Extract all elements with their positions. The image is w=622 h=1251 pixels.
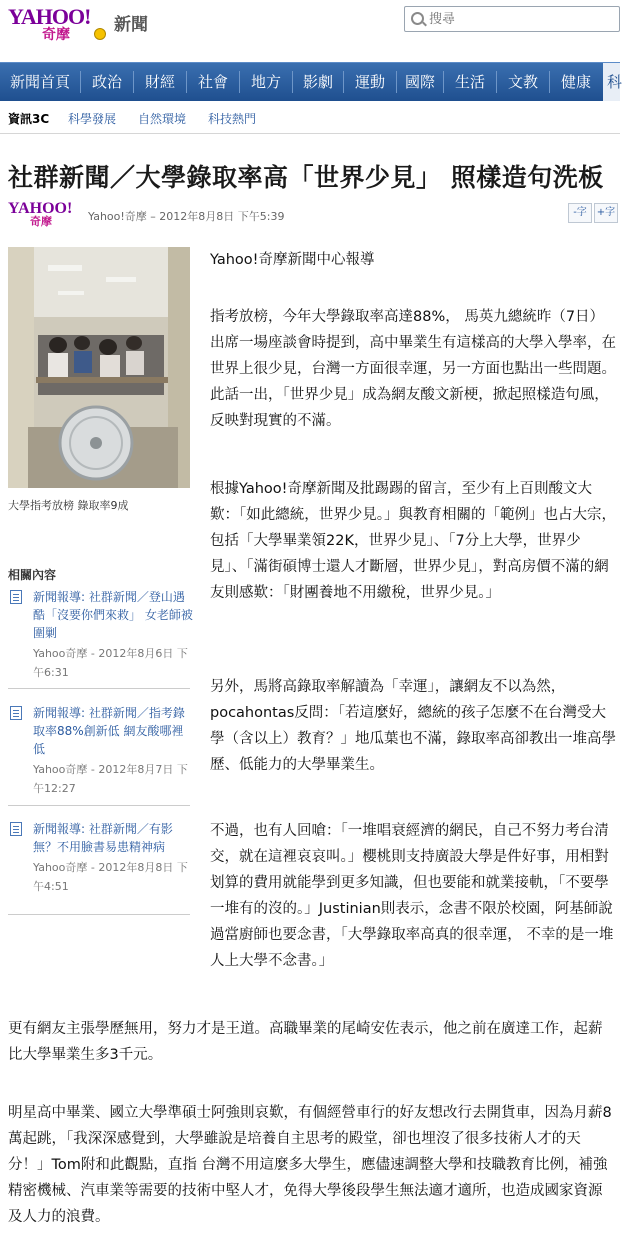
nav-item-education[interactable]: 文教 bbox=[507, 73, 538, 91]
nav-item-society[interactable]: 社會 bbox=[197, 73, 228, 91]
subnav-item-3c[interactable]: 資訊3C bbox=[8, 112, 50, 126]
related-meta: Yahoo奇摩 - 2012年8月6日 下午6:31 bbox=[33, 647, 188, 679]
article-title: 社群新聞／大學錄取率高「世界少見」 照樣造句洗板 bbox=[8, 163, 604, 192]
nav-item-international[interactable]: 國際 bbox=[404, 73, 435, 91]
article-paragraph: 不過，也有人回嗆：「一堆唱衰經濟的網民，自己不努力考台清交，就在這裡哀哀叫。」櫻桃則支持廣設大學是件好事，用相對划算的費用就能學到更多知識，但也要能和就業接軌，「不要學一堆有的沒的。」Justinian則表示，念書不限於校園，阿基師說過當廚師也要念書，「大學錄取率高真的很幸運， 不幸的是一堆人上大學不念書。」 bbox=[210, 823, 614, 969]
logo-sub-text: 奇摩 bbox=[42, 27, 70, 43]
subnav-item-nature[interactable]: 自然環境 bbox=[138, 112, 187, 126]
logo-text: YAHOO! bbox=[8, 4, 91, 29]
document-icon bbox=[10, 590, 22, 604]
related-heading: 相關內容 bbox=[8, 568, 57, 582]
article-paragraph: 指考放榜，今年大學錄取率高達88%， 馬英九總統昨（7日）出席一場座談會時提到，高中畢業生有這樣高的大學入學率，在世界上很少見，台灣一方面很幸運，另一方面也點出一些問題。此話一出，「世界少見」成為網友酸文新梗，掀起照樣造句風，反映對現實的不滿。 bbox=[210, 309, 616, 429]
font-larger-button[interactable]: +字 bbox=[594, 203, 618, 223]
photo-caption: 大學指考放榜 錄取率9成 bbox=[8, 499, 129, 512]
nav-item-home[interactable]: 新聞首頁 bbox=[9, 73, 70, 91]
document-icon bbox=[10, 706, 22, 720]
nav-item-local[interactable]: 地方 bbox=[250, 73, 281, 91]
section-name[interactable]: 新聞 bbox=[114, 15, 148, 35]
subnav-item-tech-hot[interactable]: 科技熱門 bbox=[208, 112, 257, 126]
related-link[interactable]: 新聞報導: 社群新聞／登山遇酷「沒要你們來救」 女老師被圍剿 bbox=[33, 590, 193, 640]
related-meta: Yahoo奇摩 - 2012年8月7日 下午12:27 bbox=[33, 763, 188, 795]
related-meta: Yahoo奇摩 - 2012年8月8日 下午4:51 bbox=[33, 861, 188, 893]
source-logo-text: YAHOO! bbox=[8, 200, 73, 217]
nav-item-health[interactable]: 健康 bbox=[560, 73, 591, 91]
logo-smiley-icon bbox=[94, 28, 106, 40]
divider bbox=[8, 688, 190, 689]
nav-item-life[interactable]: 生活 bbox=[454, 73, 485, 91]
sub-nav bbox=[0, 101, 620, 134]
search-box[interactable] bbox=[404, 6, 620, 32]
subnav-item-science[interactable]: 科學發展 bbox=[68, 112, 117, 126]
divider bbox=[8, 805, 190, 806]
nav-item-politics[interactable]: 政治 bbox=[91, 73, 122, 91]
article-paragraph: 根據Yahoo!奇摩新聞及批踢踢的留言，至少有上百則酸文大歎：「如此總統，世界少見。」與教育相關的「範例」也占大宗，包括「大學畢業領22K，世界少見」、「7分上大學，世界少見」、「滿街碩博士還人才斷層，世界少見」，對高房價不滿的網友則感歎：「財團養地不用繳稅，世界少見。」 bbox=[210, 481, 616, 601]
search-icon[interactable] bbox=[411, 12, 424, 25]
source-logo bbox=[8, 200, 84, 228]
article-photo[interactable] bbox=[8, 247, 190, 488]
yahoo-logo[interactable] bbox=[8, 4, 108, 44]
article-paragraph: 更有網友主張學歷無用，努力才是王道。高職畢業的尾崎安佐表示，他之前在廣達工作，起薪比大學畢業生多3千元。 bbox=[8, 1021, 603, 1063]
related-link[interactable]: 新聞報導: 社群新聞／指考錄取率88%創新低 網友酸哪裡低 bbox=[33, 706, 185, 756]
article-paragraph: 明星高中畢業、國立大學準碩士阿強則哀歎，有個經營車行的好友想改行去開貨車，因為月薪8萬起跳，「我深深感覺到，大學雖說是培養自主思考的殿堂，卻也埋沒了很多技術人才的天分！」Tom附和此觀點，直指 台灣不用這麼多大學生，應儘速調整大學和技職教育比例，補強精密機械、汽車業等需要的技術中堅人才，免得大學後段學生無法適才適所，也造成國家資源及人力的浪費。 bbox=[8, 1105, 612, 1225]
article-byline: Yahoo!奇摩 – 2012年8月8日 下午5:39 bbox=[88, 210, 285, 223]
nav-item-sports[interactable]: 運動 bbox=[354, 73, 385, 91]
nav-item-entertainment[interactable]: 影劇 bbox=[302, 73, 333, 91]
font-smaller-button[interactable]: -字 bbox=[568, 203, 592, 223]
article-paragraph: 另外，馬將高錄取率解讀為「幸運」，讓網友不以為然，pocahontas反問：「若這麼好，總統的孩子怎麼不在台灣受大學（含以上）教育？」地瓜葉也不滿，錄取率高卻教出一堆高學歷、低能力的大學畢業生。 bbox=[210, 679, 616, 773]
nav-item-tech[interactable]: 科 bbox=[603, 63, 620, 101]
related-item bbox=[8, 588, 192, 678]
search-input[interactable] bbox=[427, 9, 617, 29]
nav-item-finance[interactable]: 財經 bbox=[144, 73, 175, 91]
related-item bbox=[8, 704, 192, 794]
main-nav bbox=[0, 62, 620, 101]
classroom-photo-image bbox=[8, 247, 190, 488]
article-paragraph: Yahoo!奇摩新聞中心報導 bbox=[210, 252, 375, 268]
site-header bbox=[0, 0, 620, 62]
related-link[interactable]: 新聞報導: 社群新聞／有影無？不用臉書易患精神病 bbox=[33, 822, 173, 854]
source-logo-sub: 奇摩 bbox=[30, 215, 52, 228]
